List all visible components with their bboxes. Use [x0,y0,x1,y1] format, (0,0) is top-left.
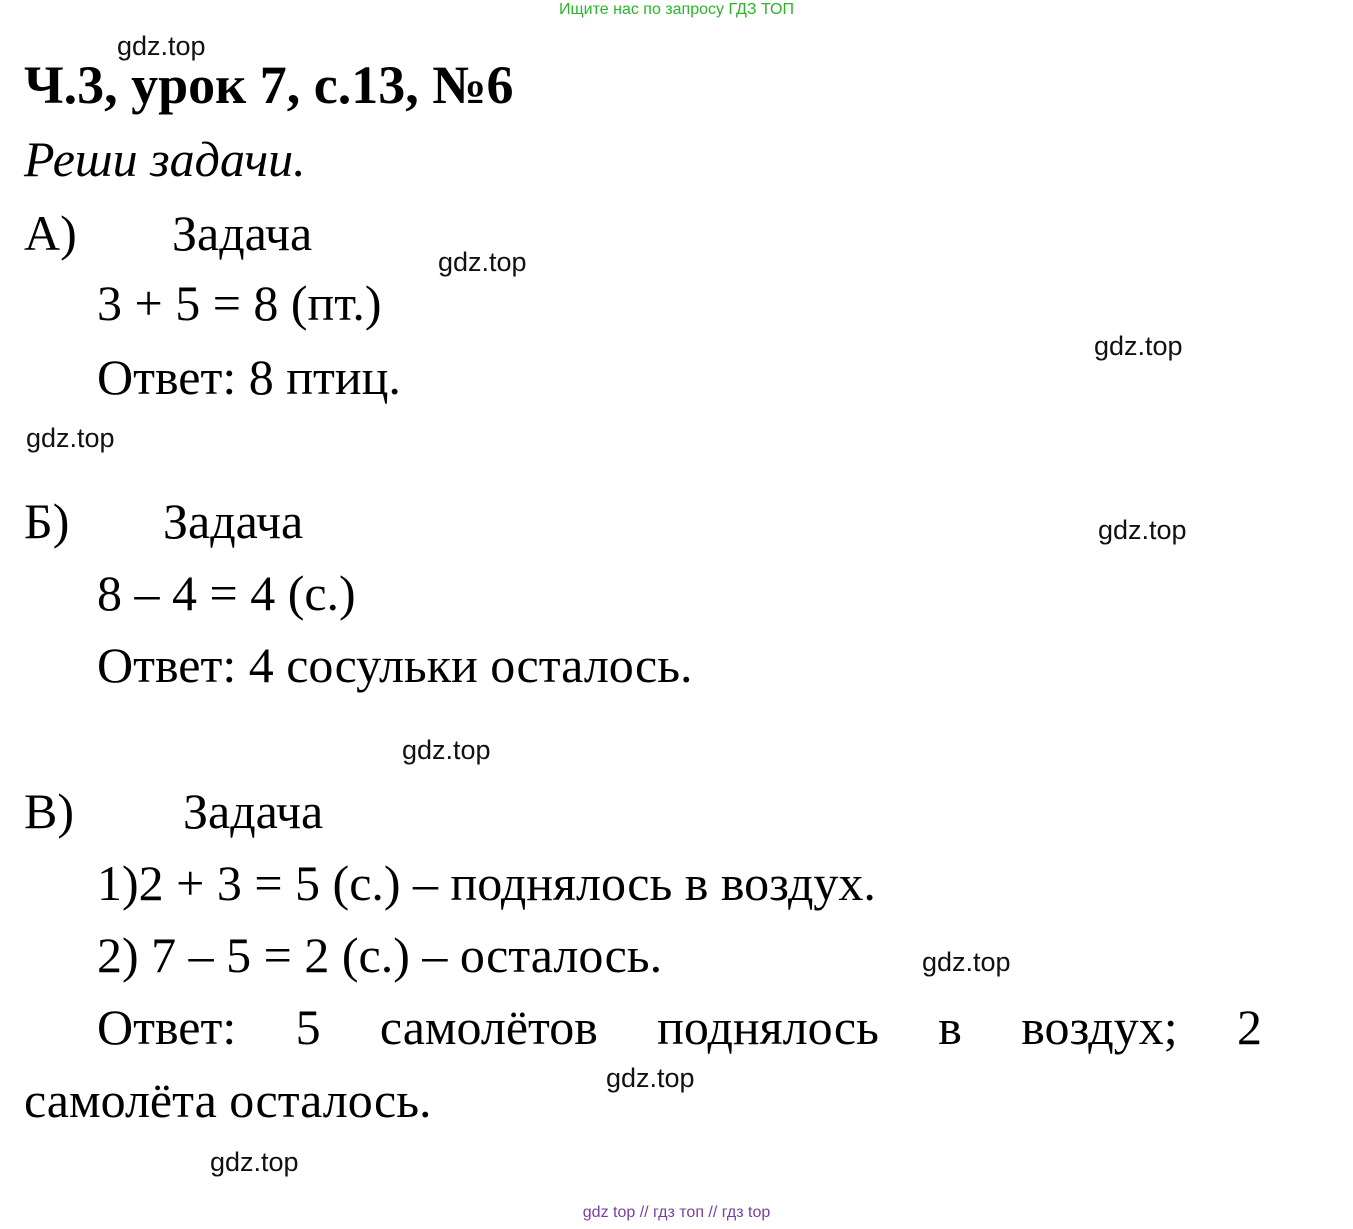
answer-word: воздух; [1021,999,1178,1055]
watermark: gdz.top [1098,515,1187,545]
watermark: gdz.top [606,1063,695,1093]
watermark: gdz.top [1094,331,1183,361]
watermark: gdz.top [26,423,115,453]
watermark: gdz.top [402,735,491,765]
answer-word: Ответ: [97,999,237,1055]
answer-word: 2 [1236,999,1262,1055]
section-v-step-1: 1)2 + 3 = 5 (с.) – поднялось в воздух. [97,855,876,911]
section-a-answer: Ответ: 8 птиц. [97,349,401,405]
section-v-answer-line-1 [97,999,1262,1055]
section-v-step-2: 2) 7 – 5 = 2 (с.) – осталось. [97,927,663,983]
watermark: gdz.top [922,947,1011,977]
section-b-heading: Задача [163,493,304,549]
answer-word: поднялось [657,999,879,1055]
watermark: gdz.top [117,31,206,61]
section-b-letter: Б) [24,493,70,549]
section-v-letter: В) [24,783,74,839]
section-a-heading: Задача [172,205,313,261]
task-instruction: Реши задачи. [24,131,306,187]
top-banner[interactable]: Ищите нас по запросу ГДЗ ТОП [559,1,794,18]
page-title: Ч.3, урок 7, с.13, №6 [24,55,514,115]
section-b-equation: 8 – 4 = 4 (с.) [97,565,356,621]
watermark: gdz.top [438,247,527,277]
section-a-letter: А) [24,205,77,261]
watermark: gdz.top [210,1147,299,1177]
answer-word: в [938,999,962,1055]
section-v-heading: Задача [183,783,324,839]
answer-word: 5 [295,999,321,1055]
section-b-answer: Ответ: 4 сосульки осталось. [97,637,693,693]
footer-links[interactable]: gdz top // гдз топ // гдз top [582,1204,771,1221]
section-v-answer-line-2: самолёта осталось. [24,1072,432,1128]
section-a-equation: 3 + 5 = 8 (пт.) [97,275,382,331]
answer-word: самолётов [379,999,598,1055]
